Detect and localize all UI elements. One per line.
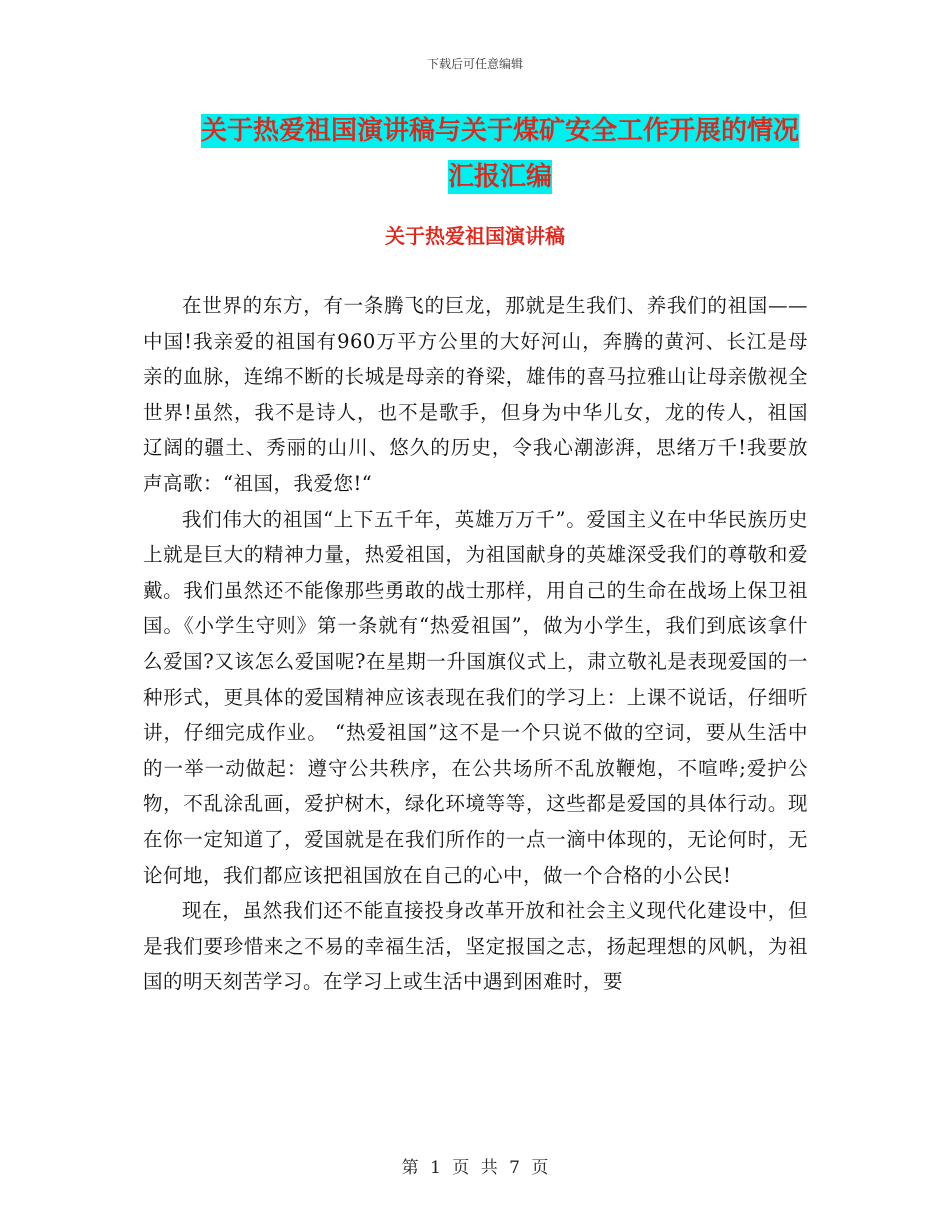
document-title bbox=[140, 108, 860, 200]
body-text bbox=[143, 288, 808, 1000]
paragraph-1: 在世界的东方，有一条腾飞的巨龙，那就是生我们、养我们的祖国——中国!我亲爱的祖国有960万平方公里的大好河山，奔腾的黄河、长江是母亲的血脉，连绵不断的长城是母亲的脊梁，雄伟的喜马拉雅山让母亲傲视全世界!虽然，我不是诗人，也不是歌手，但身为中华儿女，龙的传人，祖国辽阔的疆土、秀丽的山川、悠久的历史，令我心潮澎湃，思绪万千!我要放声高歌：“祖国，我爱您!“ bbox=[143, 294, 808, 495]
section-title: 关于热爱祖国演讲稿 bbox=[385, 224, 565, 248]
page-footer: 第 1 页 共 7 页 bbox=[401, 1158, 549, 1178]
header-note: 下载后可任意编辑 bbox=[426, 57, 523, 71]
document-title-line-1: 关于热爱祖国演讲稿与关于煤矿安全工作开展的情况 bbox=[200, 116, 799, 146]
paragraph-3: 现在，虽然我们还不能直接投身改革开放和社会主义现代化建设中，但是我们要珍惜来之不易的幸福生活，坚定报国之志，扬起理想的风帆，为祖国的明天刻苦学习。在学习上或生活中遇到困难时，要 bbox=[143, 899, 808, 994]
paragraph-2: 我们伟大的祖国“上下五千年，英雄万万千”。爱国主义在中华民族历史上就是巨大的精神力量，热爱祖国，为祖国献身的英雄深受我们的尊敬和爱戴。我们虽然还不能像那些勇敢的战士那样，用自己的生命在战场上保卫祖国。《小学生守则》第一条就有“热爱祖国”，做为小学生，我们到底该拿什么爱国?又该怎么爱国呢?在星期一升国旗仪式上，肃立敬礼是表现爱国的一种形式，更具体的爱国精神应该表现在我们的学习上：上课不说话，仔细听讲，仔细完成作业。 “热爱祖国”这不是一个只说不做的空词，要从生活中的一举一动做起：遵守公共秩序，在公共场所不乱放鞭炮，不喧哗;爱护公物，不乱涂乱画，爱护树木，绿化环境等等，这些都是爱国的具体行动。现在你一定知道了，爱国就是在我们所作的一点一滴中体现的，无论何时，无论何地，我们都应该把祖国放在自己的心中，做一个合格的小公民! bbox=[143, 507, 808, 887]
document-title-line-2: 汇报汇编 bbox=[447, 162, 552, 192]
